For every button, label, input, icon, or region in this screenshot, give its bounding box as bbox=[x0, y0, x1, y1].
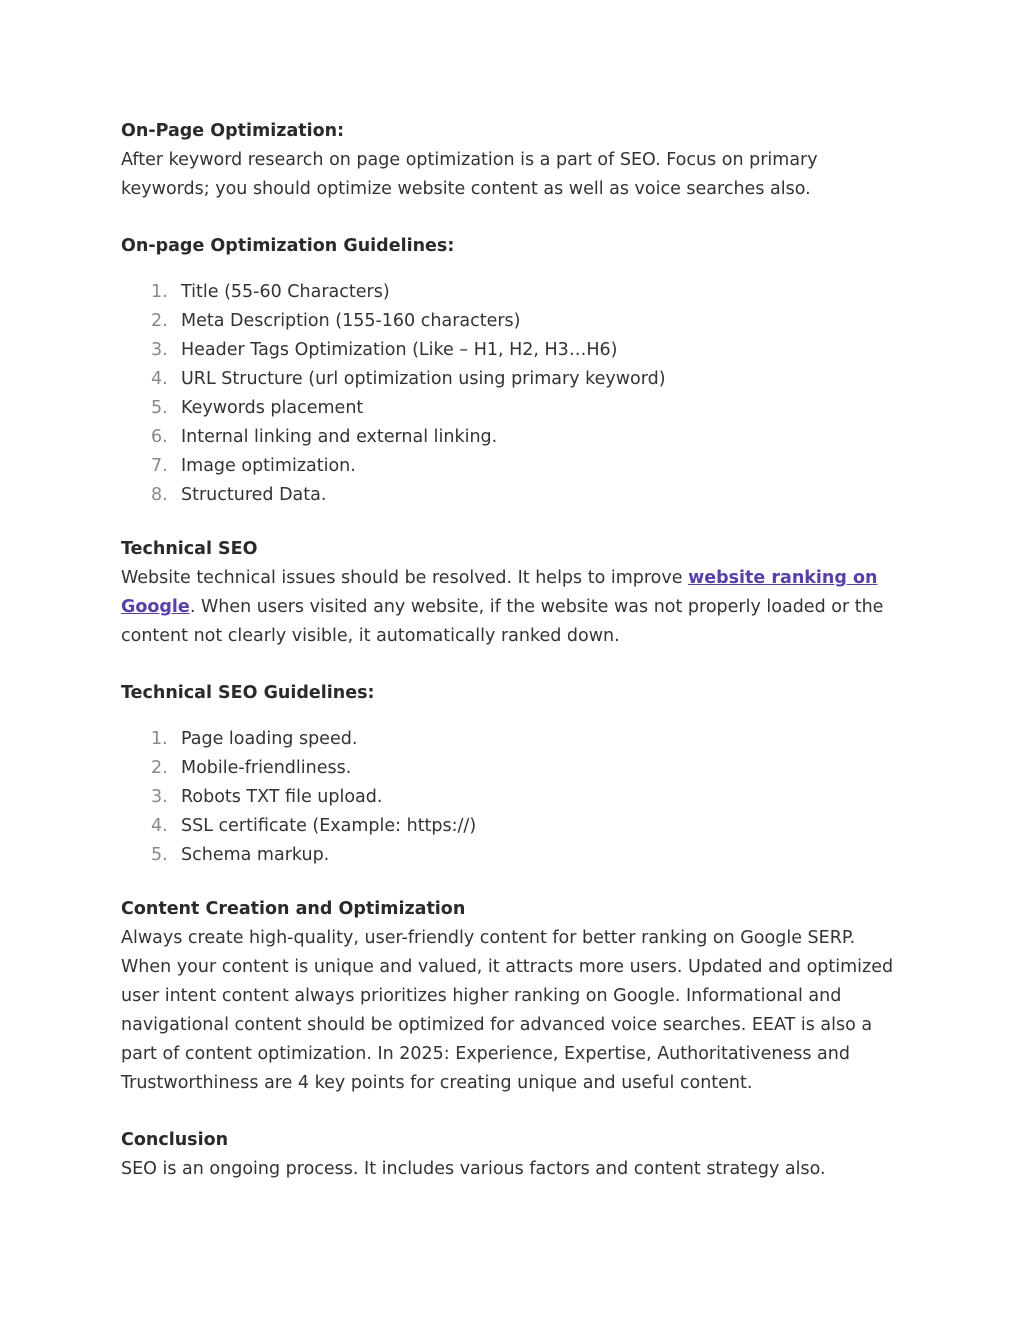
technical-guidelines-section bbox=[121, 679, 906, 870]
list-item-number: 1. bbox=[151, 729, 168, 749]
list-item-number: 3. bbox=[151, 340, 168, 360]
list-item-text: Meta Description (155-160 characters) bbox=[181, 311, 521, 331]
list-item-text: SSL certificate (Example: https://) bbox=[181, 816, 477, 836]
technical-guidelines-list bbox=[121, 725, 906, 870]
onpage-guidelines-list bbox=[121, 278, 906, 510]
list-item-number: 4. bbox=[151, 816, 168, 836]
list-item-text: Image optimization. bbox=[181, 456, 356, 476]
list-item bbox=[121, 307, 906, 336]
list-item-number: 3. bbox=[151, 787, 168, 807]
technical-paragraph-start: Website technical issues should be resolved. It helps to improve bbox=[121, 568, 689, 588]
onpage-heading: On-Page Optimization: bbox=[121, 121, 345, 141]
list-item bbox=[121, 783, 906, 812]
technical-paragraph bbox=[121, 564, 906, 651]
list-item-number: 5. bbox=[151, 845, 168, 865]
content-heading: Content Creation and Optimization bbox=[121, 899, 466, 919]
document-page bbox=[121, 117, 906, 1184]
list-item bbox=[121, 481, 906, 510]
list-item-number: 5. bbox=[151, 398, 168, 418]
technical-heading: Technical SEO bbox=[121, 539, 258, 559]
onpage-section bbox=[121, 117, 906, 204]
list-item-text: Structured Data. bbox=[181, 485, 327, 505]
list-item bbox=[121, 754, 906, 783]
content-paragraph: Always create high-quality, user-friendly content for better ranking on Google SERP. When your content is unique and valued, it attracts more users. Updated and optimized user intent content always prioritizes higher ranking on Google. Informational and navigational content should be optimized for advanced voice searches. EEAT is also a part of content optimization. In 2025: Experience, Expertise, Authoritativeness and Trustworthiness are 4 key points for creating unique and useful content. bbox=[121, 928, 894, 1093]
list-item-text: Page loading speed. bbox=[181, 729, 358, 749]
technical-section bbox=[121, 535, 906, 651]
list-item bbox=[121, 725, 906, 754]
conclusion-heading: Conclusion bbox=[121, 1130, 229, 1150]
list-item bbox=[121, 452, 906, 481]
list-item-number: 1. bbox=[151, 282, 168, 302]
list-item bbox=[121, 841, 906, 870]
technical-paragraph-end: . When users visited any website, if the website was not properly loaded or the content not clearly visible, it automatically ranked down. bbox=[121, 597, 884, 646]
list-item-text: Schema markup. bbox=[181, 845, 330, 865]
conclusion-paragraph: SEO is an ongoing process. It includes various factors and content strategy also. bbox=[121, 1159, 826, 1179]
list-item-number: 8. bbox=[151, 485, 168, 505]
onpage-guidelines-heading: On-page Optimization Guidelines: bbox=[121, 236, 455, 256]
list-item-text: Robots TXT file upload. bbox=[181, 787, 383, 807]
content-section bbox=[121, 895, 906, 1098]
onpage-guidelines-section bbox=[121, 232, 906, 510]
list-item-text: Header Tags Optimization (Like – H1, H2, H3…H6) bbox=[181, 340, 618, 360]
list-item-text: Internal linking and external linking. bbox=[181, 427, 498, 447]
website-ranking-link[interactable]: website ranking on Google bbox=[121, 568, 878, 617]
onpage-paragraph: After keyword research on page optimization is a part of SEO. Focus on primary keywords; you should optimize website content as well as voice searches also. bbox=[121, 150, 818, 199]
list-item-text: URL Structure (url optimization using primary keyword) bbox=[181, 369, 666, 389]
list-item bbox=[121, 336, 906, 365]
conclusion-section bbox=[121, 1126, 906, 1184]
list-item bbox=[121, 423, 906, 452]
list-item-text: Mobile-friendliness. bbox=[181, 758, 352, 778]
list-item bbox=[121, 394, 906, 423]
list-item bbox=[121, 365, 906, 394]
list-item-number: 2. bbox=[151, 758, 168, 778]
list-item-number: 6. bbox=[151, 427, 168, 447]
list-item-number: 2. bbox=[151, 311, 168, 331]
list-item bbox=[121, 812, 906, 841]
list-item-text: Keywords placement bbox=[181, 398, 364, 418]
list-item-number: 4. bbox=[151, 369, 168, 389]
list-item-number: 7. bbox=[151, 456, 168, 476]
list-item-text: Title (55-60 Characters) bbox=[181, 282, 390, 302]
list-item bbox=[121, 278, 906, 307]
technical-guidelines-heading: Technical SEO Guidelines: bbox=[121, 683, 375, 703]
